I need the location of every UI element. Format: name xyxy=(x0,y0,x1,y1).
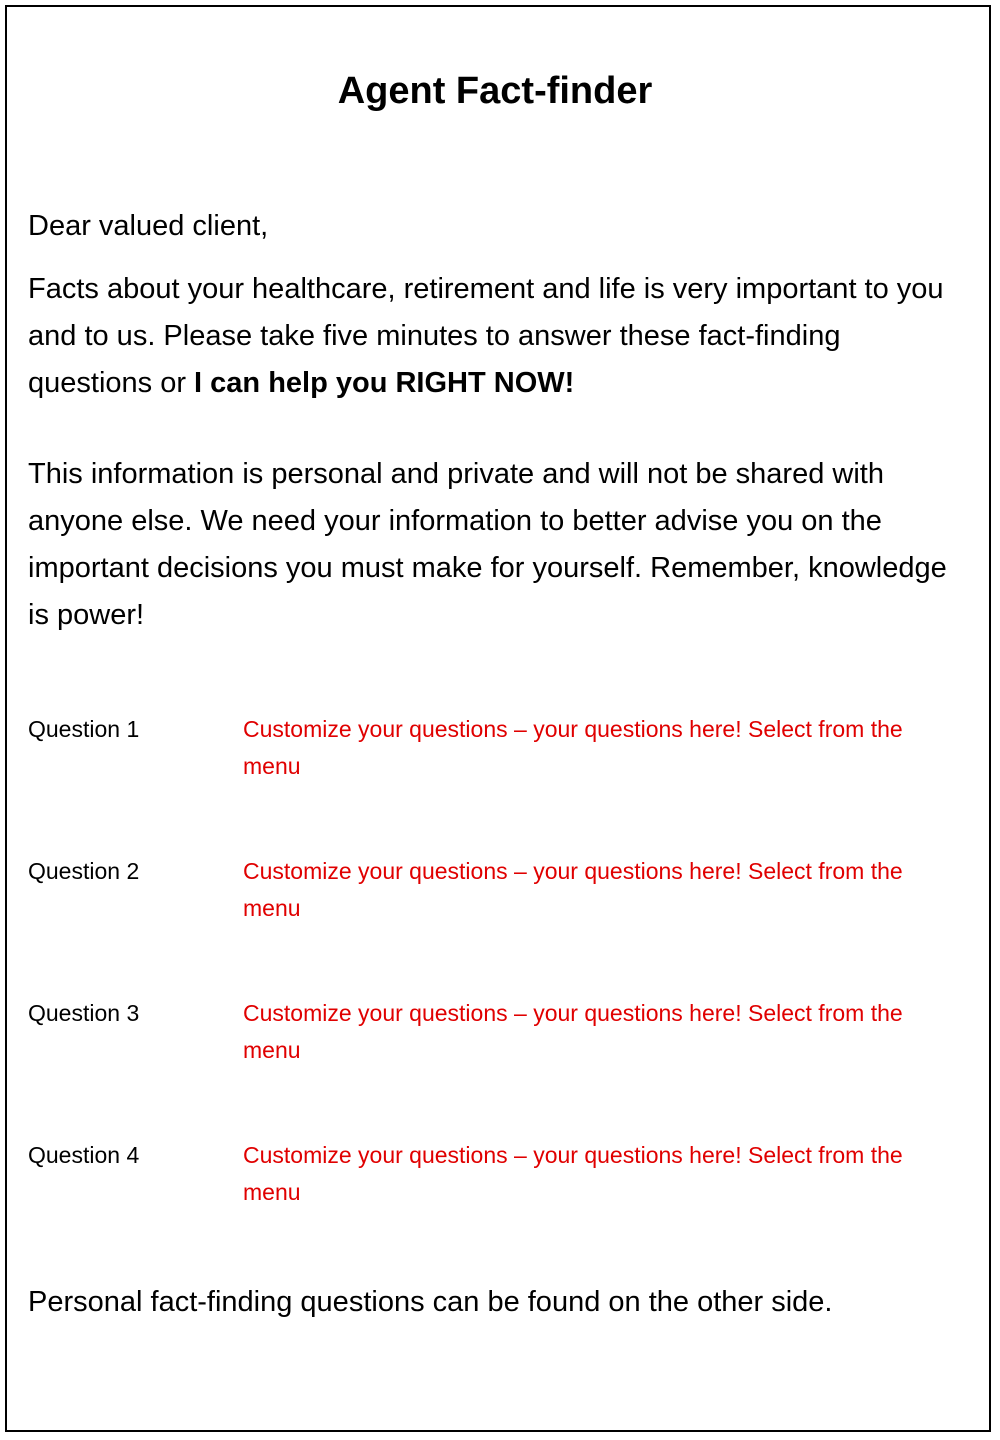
question-row-3 xyxy=(28,995,958,1075)
question-placeholder-1[interactable]: Customize your questions – your questions here! Select from the menu xyxy=(243,716,903,779)
question-row-4 xyxy=(28,1137,958,1217)
question-label-3: Question 3 xyxy=(28,1000,140,1026)
intro-paragraph xyxy=(28,266,963,407)
question-row-2 xyxy=(28,853,958,933)
question-placeholder-2[interactable]: Customize your questions – your questions here! Select from the menu xyxy=(243,858,903,921)
document-title: Agent Fact-finder xyxy=(337,70,653,112)
question-placeholder-4[interactable]: Customize your questions – your questions here! Select from the menu xyxy=(243,1142,903,1205)
question-label-1: Question 1 xyxy=(28,716,140,742)
question-label-4: Question 4 xyxy=(28,1142,140,1168)
intro-emphasis: I can help you RIGHT NOW! xyxy=(194,367,575,399)
privacy-paragraph: This information is personal and private and will not be shared with anyone else. We need your information to better advise you on the important decisions you must make for yourself. Remember, knowledge is power! xyxy=(28,458,947,631)
intro-text: Facts about your healthcare, retirement and life is very important to you and to us. Please take five minutes to answer these fact-finding questions or xyxy=(28,273,944,399)
salutation: Dear valued client, xyxy=(28,210,269,242)
question-label-2: Question 2 xyxy=(28,858,140,884)
question-placeholder-3[interactable]: Customize your questions – your questions here! Select from the menu xyxy=(243,1000,903,1063)
question-row-1 xyxy=(28,711,958,791)
footer-note: Personal fact-finding questions can be found on the other side. xyxy=(28,1286,833,1318)
